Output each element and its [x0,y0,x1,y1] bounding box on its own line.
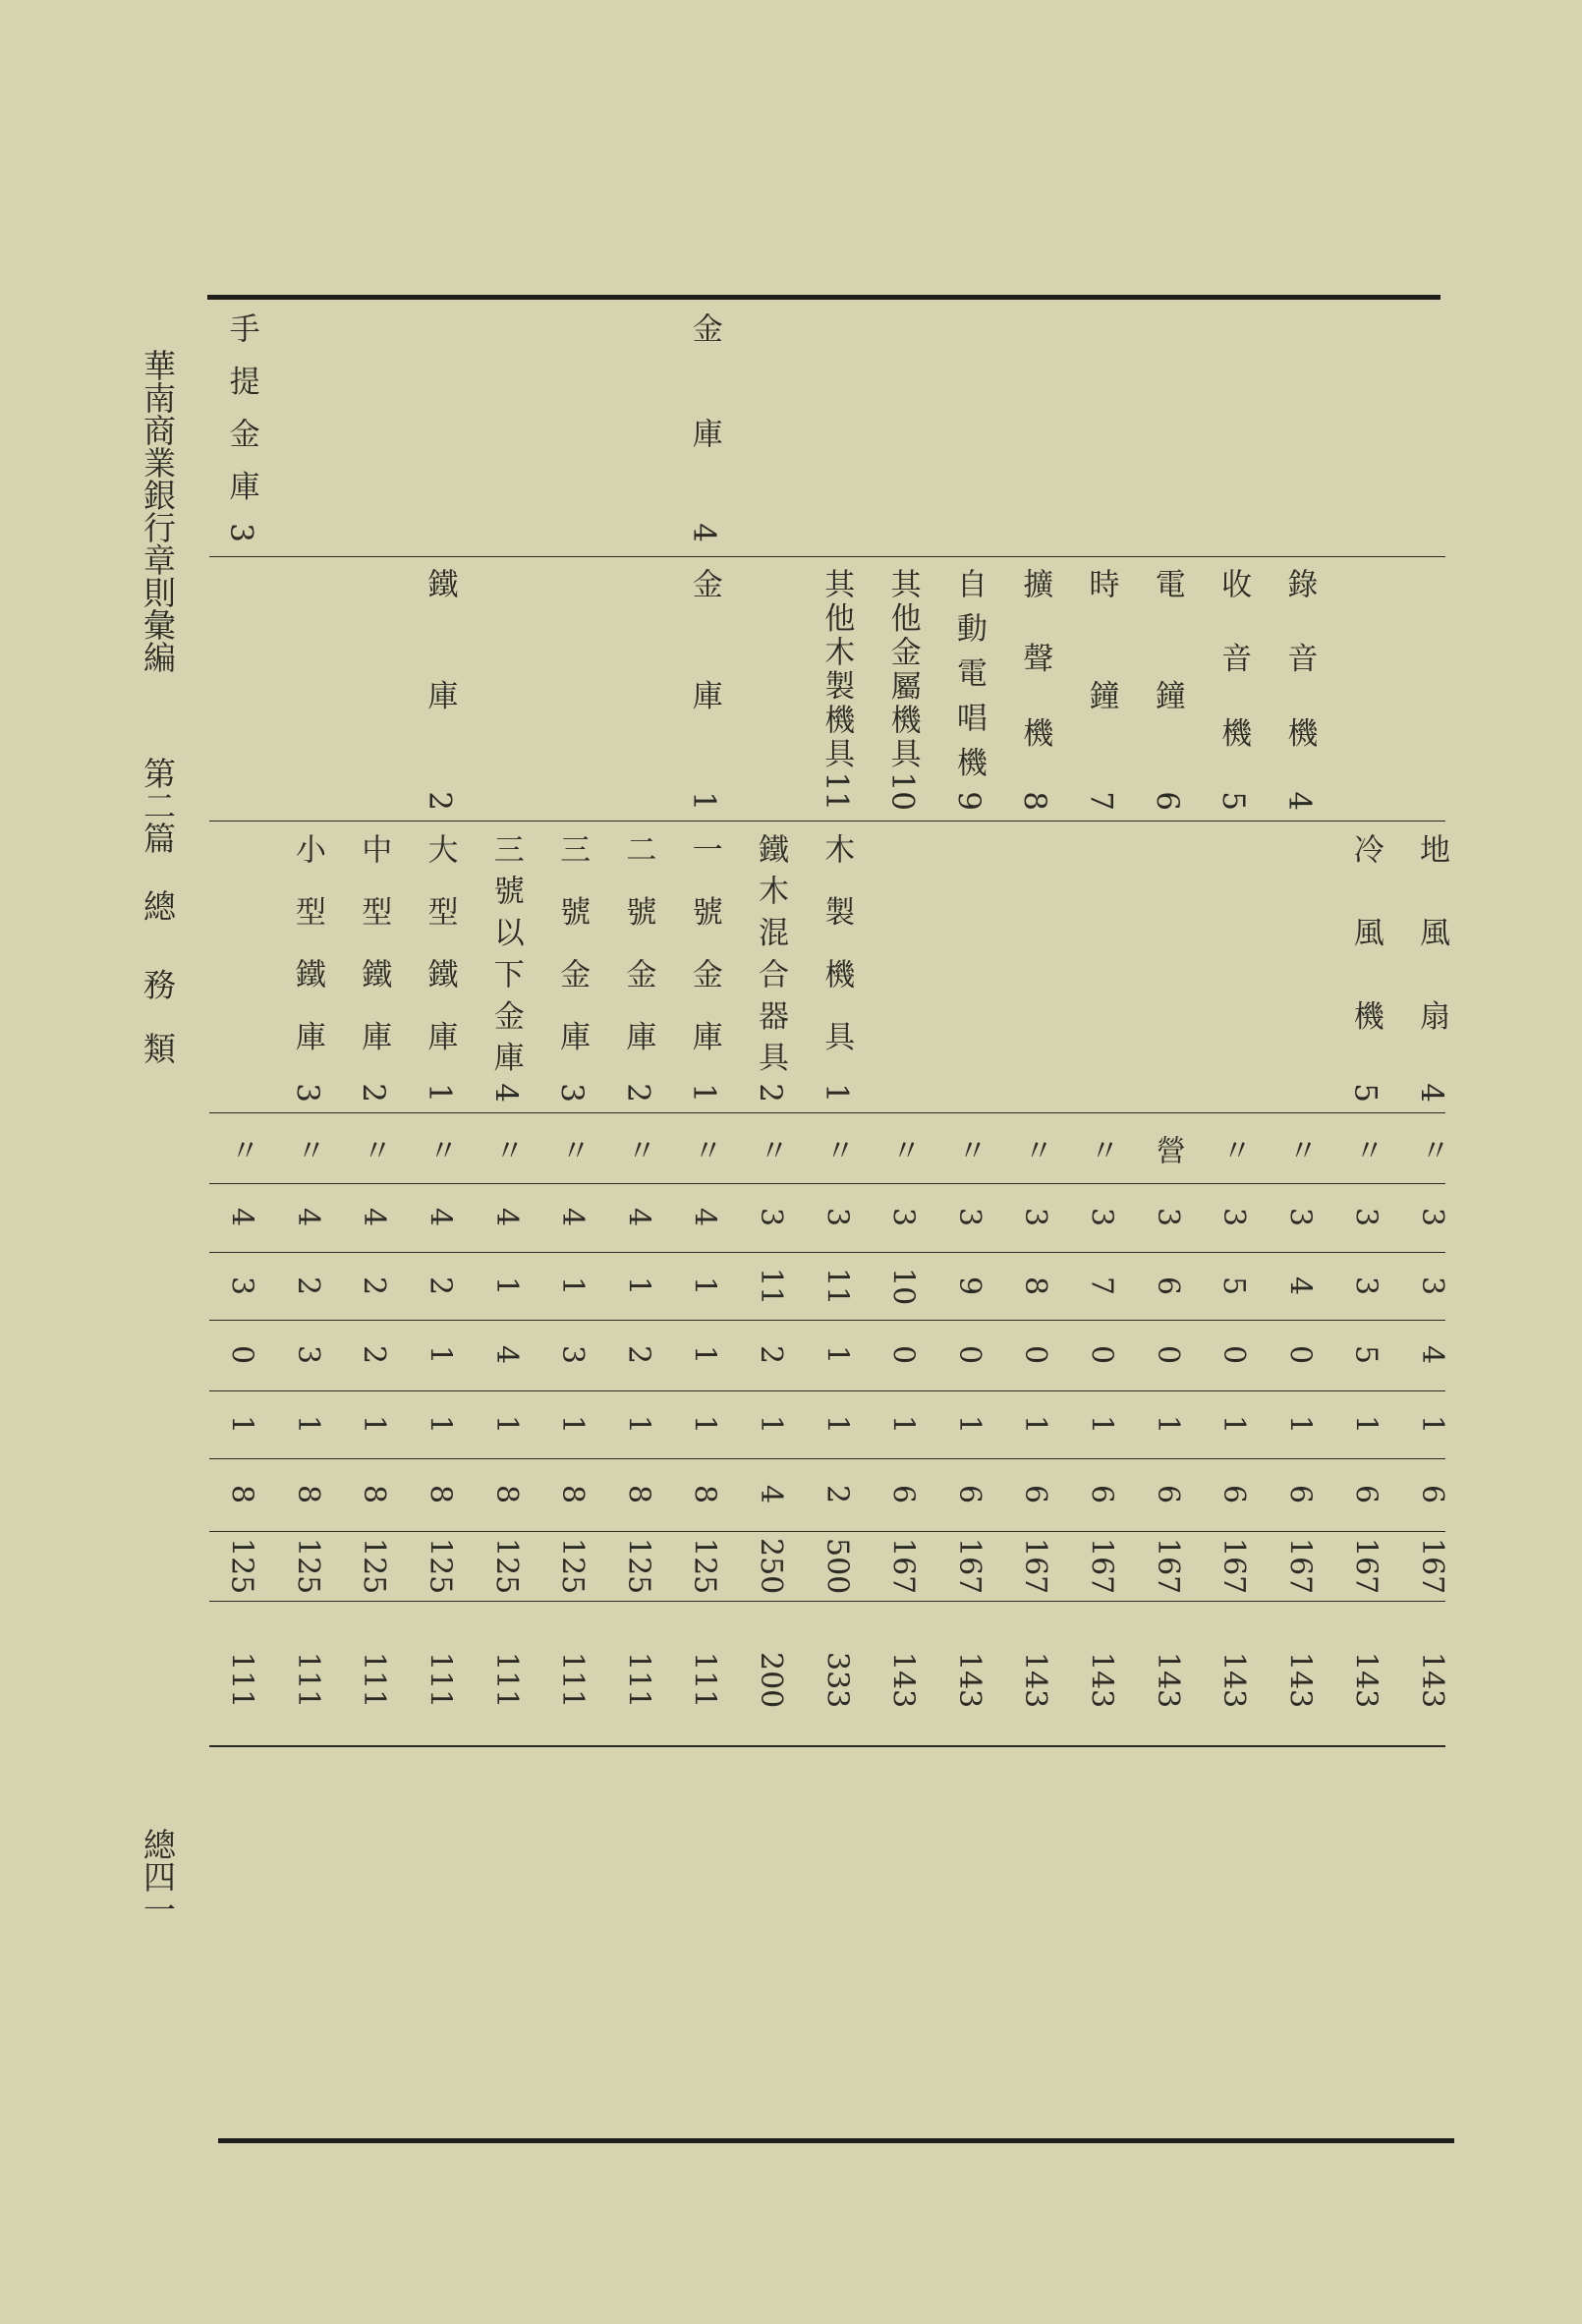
value-cell-1: 3 [1282,1208,1318,1227]
value-cell-3: 2 [357,1345,392,1365]
value-cell-7: 143 [1084,1652,1119,1709]
value-cell-1: 3 [885,1208,921,1227]
value-cell-2: 1 [687,1276,722,1296]
value-cell-3: 2 [754,1345,788,1365]
value-cell-3: 3 [290,1345,325,1365]
value-cell-5: 2 [819,1485,855,1504]
value-cell-6: 167 [1216,1538,1252,1595]
unit-cell: 〃 [951,1135,987,1164]
item-label: 一號金庫1 [686,833,722,1103]
subcategory-label: 其他木製機具11 [819,568,855,811]
item-label: 中型鐵庫2 [356,833,392,1103]
value-cell-1: 3 [1018,1208,1053,1227]
value-cell-1: 4 [224,1208,259,1227]
value-cell-6: 250 [754,1538,788,1595]
rule-line [209,1320,1445,1321]
unit-cell: 〃 [885,1135,921,1164]
value-cell-6: 125 [290,1538,325,1595]
value-cell-7: 143 [1018,1652,1053,1709]
value-cell-2: 9 [951,1276,987,1296]
item-label: 三號以下金庫4 [487,833,524,1103]
subcategory-label: 其他金屬機具10 [884,568,921,811]
category-char: 類 [139,1032,177,1064]
value-cell-3: 0 [1216,1345,1252,1365]
value-cell-1: 3 [1084,1208,1119,1227]
value-cell-4: 1 [1216,1414,1252,1435]
value-cell-4: 1 [621,1414,656,1435]
value-cell-5: 6 [885,1485,921,1504]
value-cell-6: 125 [224,1538,259,1595]
value-cell-4: 1 [885,1414,921,1435]
subcategory-label: 金庫1 [686,568,722,811]
value-cell-7: 200 [754,1652,788,1709]
item-label: 小型鐵庫3 [289,833,325,1103]
unit-cell: 〃 [1282,1135,1318,1164]
value-cell-3: 1 [687,1345,722,1365]
subcategory-label: 電鐘6 [1149,568,1185,811]
value-cell-1: 4 [357,1208,392,1227]
value-cell-1: 4 [290,1208,325,1227]
value-cell-1: 3 [951,1208,987,1227]
value-cell-6: 167 [1282,1538,1318,1595]
value-cell-7: 111 [555,1652,591,1709]
value-cell-5: 6 [1415,1485,1449,1504]
value-cell-2: 3 [1415,1276,1449,1296]
value-cell-5: 6 [1084,1485,1119,1504]
rule-line [209,1252,1445,1253]
value-cell-1: 4 [555,1208,591,1227]
value-cell-5: 6 [1282,1485,1318,1504]
value-cell-3: 0 [224,1345,259,1365]
part-label: 第二篇 [139,757,177,854]
value-cell-3: 0 [1018,1345,1053,1365]
value-cell-5: 6 [1018,1485,1053,1504]
value-cell-5: 8 [224,1485,259,1504]
value-cell-1: 4 [621,1208,656,1227]
value-cell-1: 3 [819,1208,855,1227]
value-cell-7: 111 [488,1652,524,1709]
unit-cell: 〃 [423,1135,458,1164]
unit-cell: 〃 [357,1135,392,1164]
value-cell-7: 143 [1150,1652,1185,1709]
rule-line [209,1601,1445,1602]
rule-line [207,295,1441,300]
value-cell-3: 0 [951,1345,987,1365]
item-label: 木製機具1 [819,833,855,1103]
value-cell-2: 5 [1216,1276,1252,1296]
value-cell-6: 125 [488,1538,524,1595]
value-cell-7: 111 [357,1652,392,1709]
value-cell-4: 1 [819,1414,855,1435]
value-cell-5: 8 [555,1485,591,1504]
value-cell-1: 3 [1150,1208,1185,1227]
value-cell-3: 5 [1348,1345,1384,1365]
unit-cell: 〃 [819,1135,855,1164]
value-cell-2: 8 [1018,1276,1053,1296]
value-cell-1: 4 [488,1208,524,1227]
value-cell-2: 3 [1348,1276,1384,1296]
value-cell-6: 167 [1150,1538,1185,1595]
value-cell-5: 6 [1150,1485,1185,1504]
value-cell-5: 8 [621,1485,656,1504]
value-cell-4: 1 [357,1414,392,1435]
rule-line [209,1390,1445,1391]
value-cell-3: 1 [819,1345,855,1365]
value-cell-6: 167 [1415,1538,1449,1595]
value-cell-3: 3 [555,1345,591,1365]
value-cell-7: 111 [423,1652,458,1709]
value-cell-7: 143 [885,1652,921,1709]
subcategory-label: 鐵庫2 [422,568,458,811]
item-label: 三號金庫3 [554,833,591,1103]
value-cell-4: 1 [224,1414,259,1435]
rule-line [209,1112,1445,1113]
value-cell-4: 1 [754,1414,788,1435]
unit-cell: 〃 [1415,1135,1449,1164]
value-cell-6: 167 [1348,1538,1384,1595]
subcategory-label: 時鐘7 [1083,568,1119,811]
subcategory-label: 自動電唱機9 [950,568,987,811]
value-cell-7: 111 [687,1652,722,1709]
category-label: 金庫4 [686,312,722,542]
unit-cell: 〃 [621,1135,656,1164]
value-cell-6: 167 [1084,1538,1119,1595]
category-char: 總 [139,889,177,922]
rule-line [209,1531,1445,1532]
value-cell-2: 3 [224,1276,259,1296]
item-label: 地風扇4 [1414,833,1449,1103]
value-cell-7: 111 [621,1652,656,1709]
value-cell-5: 8 [687,1485,722,1504]
value-cell-4: 1 [951,1414,987,1435]
rule-line [209,1183,1445,1184]
value-cell-3: 1 [423,1345,458,1365]
item-label: 冷風機5 [1347,833,1384,1103]
value-cell-2: 2 [357,1276,392,1296]
value-cell-3: 0 [885,1345,921,1365]
item-label: 鐵木混合器具2 [753,833,788,1103]
value-cell-7: 143 [951,1652,987,1709]
unit-cell: 〃 [754,1135,788,1164]
unit-cell: 〃 [1018,1135,1053,1164]
value-cell-1: 3 [1415,1208,1449,1227]
unit-cell: 〃 [1348,1135,1384,1164]
value-cell-4: 1 [1150,1414,1185,1435]
value-cell-5: 8 [290,1485,325,1504]
value-cell-1: 4 [423,1208,458,1227]
value-cell-7: 333 [819,1652,855,1709]
item-label: 大型鐵庫1 [422,833,458,1103]
subcategory-label: 錄音機4 [1281,568,1318,811]
value-cell-7: 143 [1216,1652,1252,1709]
value-cell-3: 0 [1084,1345,1119,1365]
value-cell-1: 3 [754,1208,788,1227]
value-cell-2: 1 [555,1276,591,1296]
value-cell-6: 500 [819,1538,855,1595]
value-cell-4: 1 [488,1414,524,1435]
category-char: 務 [139,968,177,1000]
value-cell-7: 143 [1415,1652,1449,1709]
value-cell-2: 2 [423,1276,458,1296]
category-label: 手提金庫3 [223,312,259,542]
value-cell-5: 8 [423,1485,458,1504]
value-cell-3: 4 [1415,1345,1449,1365]
value-cell-6: 125 [555,1538,591,1595]
unit-cell: 〃 [1216,1135,1252,1164]
value-cell-5: 8 [357,1485,392,1504]
value-cell-1: 4 [687,1208,722,1227]
value-cell-4: 1 [423,1414,458,1435]
rule-line [209,556,1445,557]
value-cell-2: 11 [754,1267,788,1306]
value-cell-5: 6 [1216,1485,1252,1504]
value-cell-7: 143 [1348,1652,1384,1709]
value-cell-2: 11 [819,1267,855,1306]
rule-line [209,821,1445,822]
value-cell-1: 3 [1348,1208,1384,1227]
value-cell-5: 6 [951,1485,987,1504]
value-cell-6: 125 [423,1538,458,1595]
value-cell-7: 111 [224,1652,259,1709]
value-cell-4: 1 [1348,1414,1384,1435]
value-cell-4: 1 [290,1414,325,1435]
unit-cell: 〃 [488,1135,524,1164]
value-cell-3: 2 [621,1345,656,1365]
value-cell-4: 1 [687,1414,722,1435]
value-cell-4: 1 [1018,1414,1053,1435]
value-cell-3: 0 [1282,1345,1318,1365]
value-cell-2: 4 [1282,1276,1318,1296]
unit-cell: 營 [1150,1135,1185,1164]
value-cell-6: 167 [885,1538,921,1595]
value-cell-2: 6 [1150,1276,1185,1296]
value-cell-6: 125 [621,1538,656,1595]
value-cell-4: 1 [1415,1414,1449,1435]
value-cell-2: 10 [885,1267,921,1306]
item-label: 二號金庫2 [620,833,656,1103]
page-number: 總四一 [139,1828,177,1925]
value-cell-2: 1 [488,1276,524,1296]
rule-line [209,1458,1445,1459]
value-cell-6: 167 [951,1538,987,1595]
subcategory-label: 收音機5 [1215,568,1252,811]
subcategory-label: 擴聲機8 [1017,568,1053,811]
value-cell-5: 4 [754,1485,788,1504]
unit-cell: 〃 [1084,1135,1119,1164]
value-cell-6: 125 [357,1538,392,1595]
value-cell-5: 6 [1348,1485,1384,1504]
value-cell-4: 1 [1084,1414,1119,1435]
unit-cell: 〃 [555,1135,591,1164]
book-title: 華南商業銀行章則彙編 [139,349,177,673]
value-cell-3: 4 [488,1345,524,1365]
rule-line [218,2138,1454,2143]
value-cell-7: 111 [290,1652,325,1709]
rule-line [209,1746,1445,1747]
unit-cell: 〃 [224,1135,259,1164]
value-cell-5: 8 [488,1485,524,1504]
value-cell-4: 1 [1282,1414,1318,1435]
unit-cell: 〃 [290,1135,325,1164]
value-cell-6: 167 [1018,1538,1053,1595]
value-cell-2: 2 [290,1276,325,1296]
value-cell-2: 1 [621,1276,656,1296]
value-cell-3: 0 [1150,1345,1185,1365]
unit-cell: 〃 [687,1135,722,1164]
value-cell-2: 7 [1084,1276,1119,1296]
value-cell-6: 125 [687,1538,722,1595]
value-cell-4: 1 [555,1414,591,1435]
value-cell-7: 143 [1282,1652,1318,1709]
value-cell-1: 3 [1216,1208,1252,1227]
